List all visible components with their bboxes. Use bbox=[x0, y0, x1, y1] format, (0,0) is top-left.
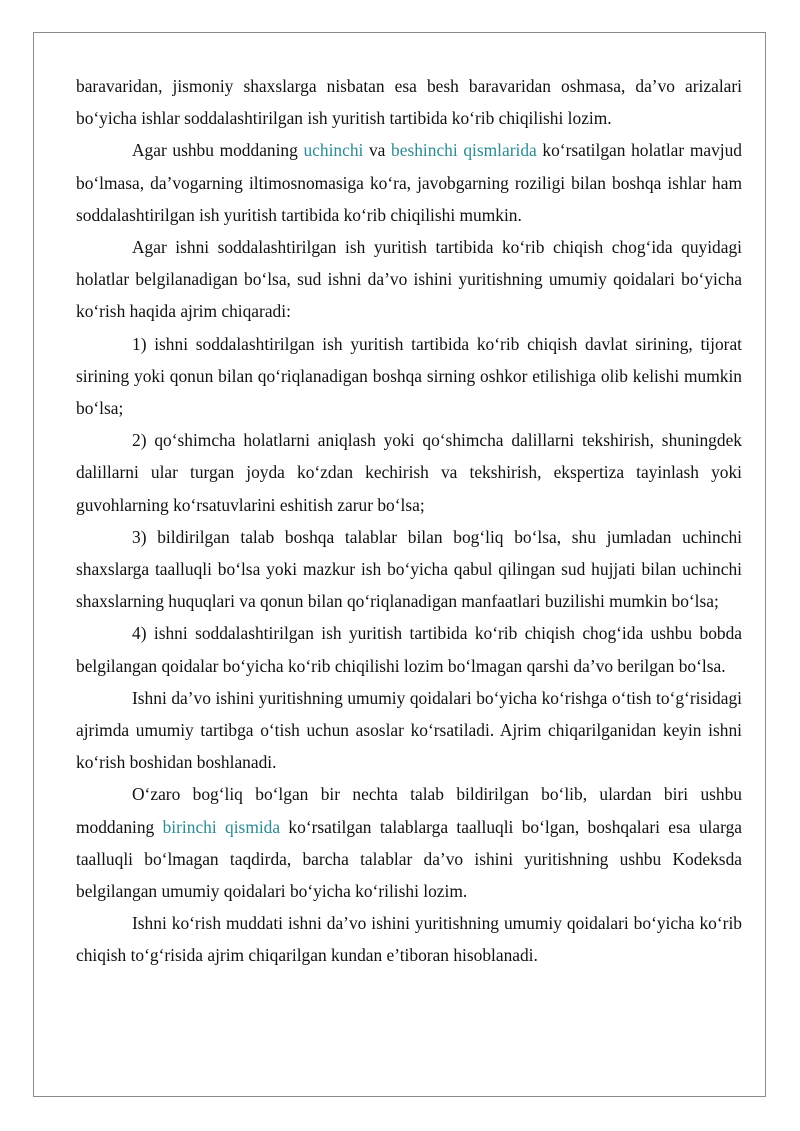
paragraph-text: Agar ushbu moddaning bbox=[132, 140, 304, 161]
paragraph bbox=[76, 134, 742, 231]
paragraph bbox=[76, 617, 742, 681]
paragraph-text: Ishni da’vo ishini yuritishning umumiy qoidalari bo‘yicha ko‘rishga o‘tish to‘g‘risidagi ajrimda umumiy tartibga o‘tish uchun asoslar ko‘rsatiladi. Ajrim chiqarilganidan keyin ishni ko‘rish boshidan boshlanadi. bbox=[76, 687, 742, 773]
paragraph bbox=[76, 231, 742, 328]
paragraph-text: Ishni ko‘rish muddati ishni da’vo ishini yuritishning umumiy qoidalari bo‘yicha ko‘rib chiqish to‘g‘risida ajrim chiqarilgan kundan e’tiboran hisoblanadi. bbox=[76, 913, 742, 966]
paragraph-text: 3) bildirilgan talab boshqa talablar bilan bog‘liq bo‘lsa, shu jumladan uchinchi shaxslarga taalluqli bo‘lsa yoki mazkur ish bo‘yicha qabul qilingan sud hujjati bilan uchinchi shaxslarning huquqlari va qonun bilan qo‘riqlanadigan manfaatlari buzilishi mumkin bo‘lsa; bbox=[76, 526, 742, 612]
paragraph-text: 4) ishni soddalashtirilgan ish yuritish tartibida ko‘rib chiqish chog‘ida ushbu bobda belgilangan qoidalar bo‘yicha ko‘rib chiqilishi lozim bo‘lmagan qarshi da’vo berilgan bo‘lsa. bbox=[76, 623, 742, 676]
paragraph-text: Agar ishni soddalashtirilgan ish yuritish tartibida ko‘rib chiqish chog‘ida quyidagi holatlar belgilanadigan bo‘lsa, sud ishni da’vo ishini yuritishning umumiy qoidalari bo‘yicha ko‘rish haqida ajrim chiqaradi: bbox=[76, 237, 742, 322]
paragraph bbox=[76, 907, 742, 971]
paragraph bbox=[76, 70, 742, 134]
cross-reference-link[interactable]: birinchi qismida bbox=[162, 816, 281, 837]
paragraph bbox=[76, 778, 742, 907]
paragraph bbox=[76, 328, 742, 425]
cross-reference-link[interactable]: uchinchi bbox=[303, 140, 364, 161]
document-body bbox=[76, 70, 742, 972]
paragraph-text: O‘zaro bog‘liq bo‘lgan bir nechta talab bildirilgan bo‘lib, ulardan biri ushbu moddaning bbox=[76, 784, 742, 837]
paragraph-text: 1) ishni soddalashtirilgan ish yuritish tartibida ko‘rib chiqish davlat sirining, tijorat sirining yoki qonun bilan qo‘riqlanadigan boshqa sirning oshkor etilishiga olib kelishi mumkin bo‘lsa; bbox=[76, 333, 742, 419]
paragraph bbox=[76, 521, 742, 618]
paragraph-text: 2) qo‘shimcha holatlarni aniqlash yoki qo‘shimcha dalillarni tekshirish, shuningdek dalillarni ular turgan joyda ko‘zdan kechirish va tekshirish, ekspertiza tayinlash yoki guvohlarning ko‘rsatuvlarini eshitish zarur bo‘lsa; bbox=[76, 430, 742, 515]
paragraph bbox=[76, 424, 742, 521]
paragraph bbox=[76, 682, 742, 779]
cross-reference-link[interactable]: beshinchi qismlarida bbox=[391, 140, 537, 161]
paragraph-text: baravaridan, jismoniy shaxslarga nisbatan esa besh baravaridan oshmasa, da’vo arizalari bo‘yicha ishlar soddalashtirilgan ish yuritish tartibida ko‘rib chiqilishi lozim. bbox=[76, 76, 742, 129]
paragraph-text: va bbox=[363, 140, 392, 161]
paragraph-text: ko‘rsatilgan holatlar mavjud bo‘lmasa, da’vogarning iltimosnomasiga ko‘ra, javobgarning roziligi bilan boshqa ishlar ham soddalashtirilgan ish yuritish tartibida ko‘rib chiqilishi mumkin. bbox=[76, 140, 742, 225]
paragraph-text: ko‘rsatilgan talablarga taalluqli bo‘lgan, boshqalari esa ularga taalluqli bo‘lmagan taqdirda, barcha talablar da’vo ishini yuritishning ushbu Kodeksda belgilangan umumiy qoidalari bo‘yicha ko‘rilishi lozim. bbox=[76, 816, 742, 902]
